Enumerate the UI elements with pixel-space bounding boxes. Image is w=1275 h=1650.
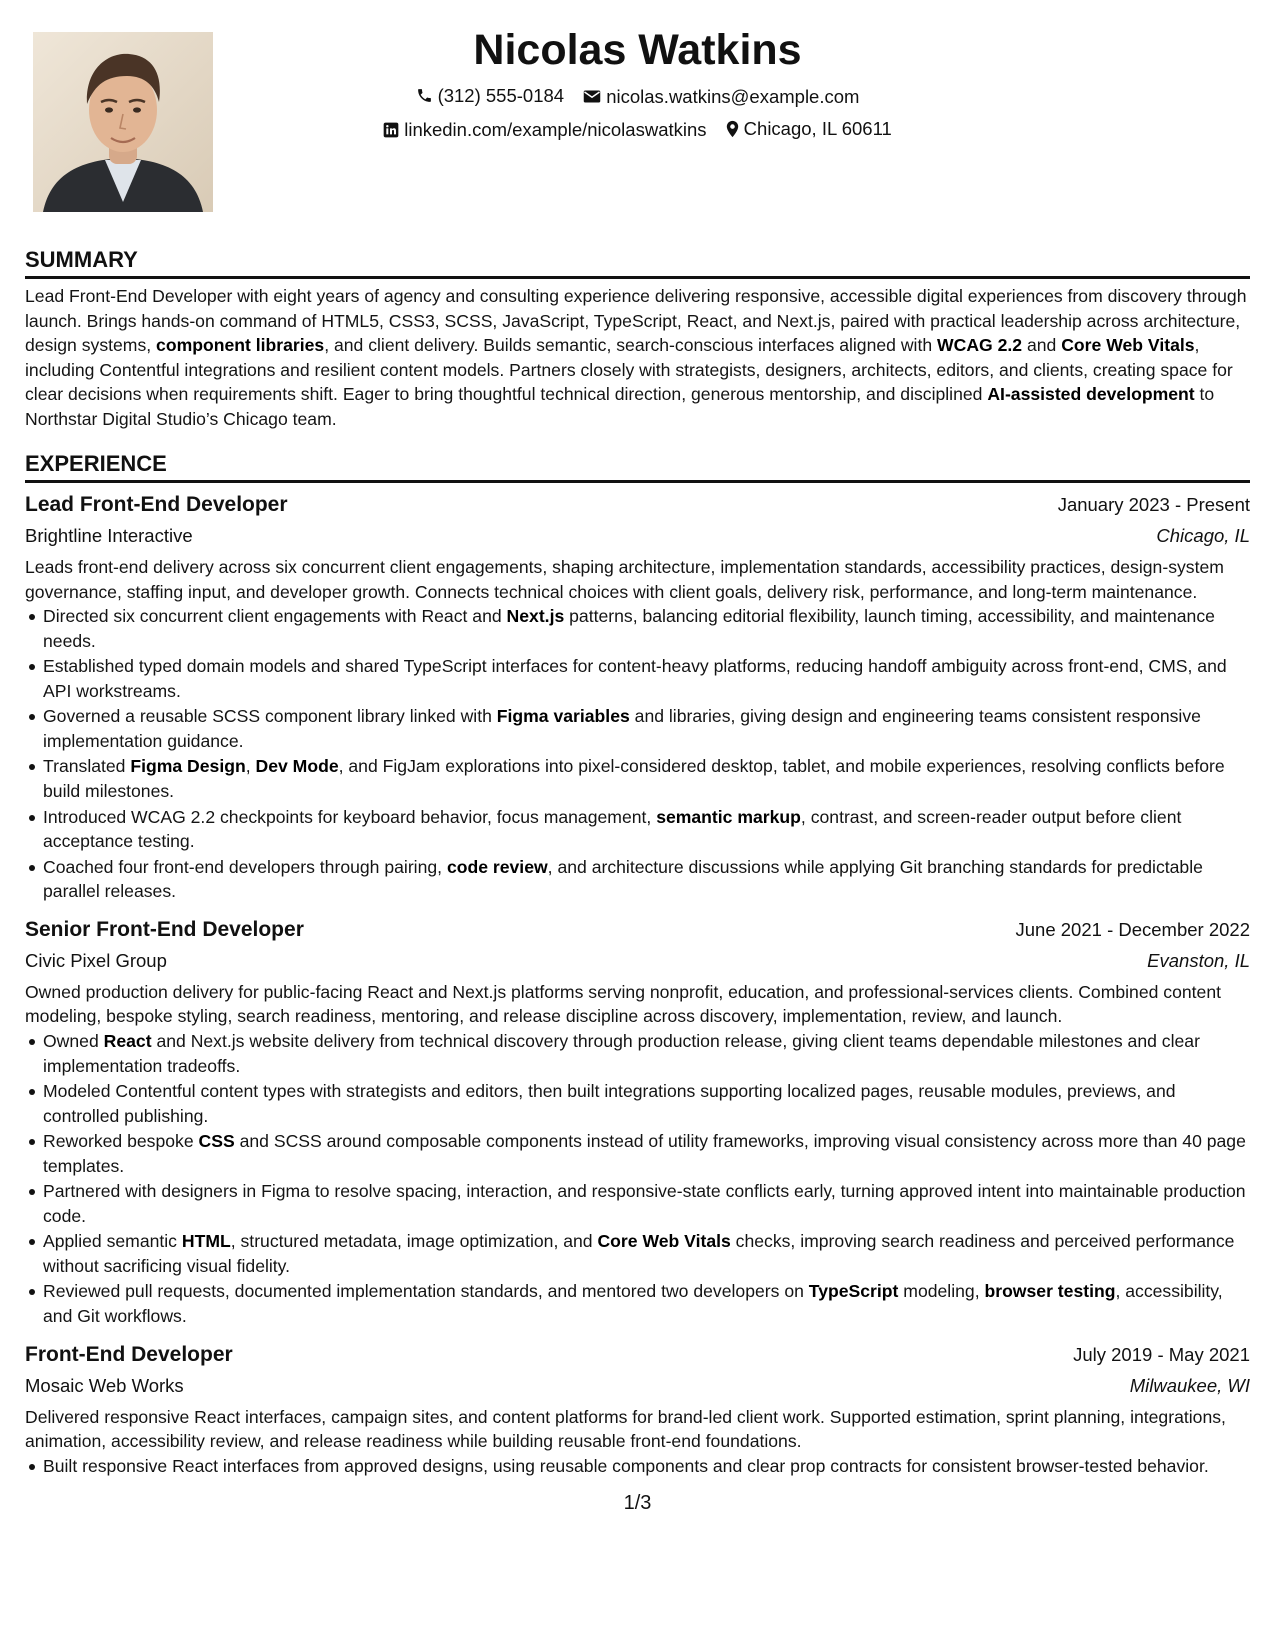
job-bullets [25,1029,1250,1329]
bullet-item [43,805,1250,854]
bullet-item [43,1179,1250,1228]
bold-keyword: React [103,1030,152,1051]
phone-icon [416,87,433,104]
job-entry [25,914,1250,1329]
text-run: modeling, [898,1281,985,1302]
text-run: Partnered with designers in Figma to resolve spacing, interaction, and responsive-state conflicts early, turning approved intent into maintainable production code. [43,1181,1246,1226]
text-run: Modeled Contentful content types with strategists and editors, then built integrations supporting localized pages, reusable modules, previews, and controlled publishing. [43,1081,1176,1126]
location-text: Chicago, IL 60611 [743,118,892,139]
bold-keyword: browser testing [984,1281,1116,1302]
text-run: checks, improving search readiness and perceived performance without sacrificing visual fidelity. [43,1231,1235,1276]
location-contact [726,113,892,144]
linkedin-icon [383,122,399,138]
bold-keyword: Dev Mode [255,756,339,777]
resume-header [25,20,1250,147]
bullet-item [43,604,1250,653]
text-run: , including Contentful integrations and resilient content models. Partners closely with strategists, designers, architects, editors, and clients, creating space for clear decisions when requirements shift. Eager to bring thoughtful technical direction, generous mentorship, and disciplined [25,335,1233,405]
email-address[interactable]: nicolas.watkins@example.com [606,86,860,107]
text-run: Governed a reusable SCSS component library linked with [43,706,497,727]
text-run: , accessibility, and Git workflows. [43,1281,1223,1326]
bullet-item [43,704,1250,753]
bold-keyword: component libraries [156,335,325,356]
bullet-item [43,1129,1250,1178]
text-run: Introduced WCAG 2.2 checkpoints for keyboard behavior, focus management, [43,806,657,827]
email-contact[interactable] [583,81,859,112]
page-number: 1/3 [623,1492,652,1514]
job-description: Delivered responsive React interfaces, campaign sites, and content platforms for brand-led client work. Supported estimation, sprint planning, integrations, animation, accessibility review, and release readiness while building reusable front-end foundations. [25,1406,1226,1452]
envelope-icon [583,89,601,104]
bullet-item [43,1079,1250,1128]
phone-number: (312) 555-0184 [437,85,565,106]
text-run: and libraries, giving design and engineering teams consistent responsive implementation guidance. [43,706,1201,751]
text-run: , and architecture discussions while applying Git branching standards for predictable parallel releases. [43,856,1203,902]
text-run: patterns, balancing editorial flexibility, launch timing, accessibility, and maintenance needs. [43,606,1215,651]
job-bullets [25,604,1250,904]
phone-contact [416,80,565,111]
text-run: Reworked bespoke [43,1131,199,1152]
bold-keyword: TypeScript [808,1281,899,1302]
bullet-item [43,1029,1250,1078]
contact-row-2 [25,113,1250,147]
bold-keyword: HTML [181,1231,231,1252]
experience-heading: EXPERIENCE [25,450,1250,483]
bullet-item [43,855,1250,904]
bullet-item [43,1454,1250,1479]
text-run: , contrast, and screen-reader output before client acceptance testing. [43,806,1182,852]
text-run: Coached four front-end developers through pairing, [43,856,447,877]
text-run: and SCSS around composable components instead of utility frameworks, improving visual consistency across more than 40 page templates. [43,1131,1246,1176]
bullet-item [43,754,1250,803]
bullet-item [43,654,1250,703]
job-location: Evanston, IL [1147,949,1250,971]
bullet-item [43,1229,1250,1278]
text-run: and [1022,335,1062,356]
job-dates: January 2023 - Present [1057,494,1250,515]
text-run: Built responsive React interfaces from approved designs, using reusable components and clear prop contracts for consistent browser-tested behavior. [43,1455,1209,1476]
text-run: , and client delivery. Builds semantic, search-conscious interfaces aligned with [324,335,938,356]
text-run: Established typed domain models and shared TypeScript interfaces for content-heavy platforms, reducing handoff ambiguity across front-end, CMS, and API workstreams. [43,656,1227,701]
job-location: Chicago, IL [1156,525,1250,546]
job-company: Civic Pixel Group [25,949,167,971]
experience-section [25,450,1250,1479]
job-title: Senior Front-End Developer [25,917,304,941]
summary-text [25,284,1250,432]
text-run: to Northstar Digital Studio’s Chicago team. [25,384,1215,429]
bold-keyword: Core Web Vitals [597,1231,731,1252]
job-bullets [25,1454,1250,1479]
linkedin-url[interactable]: linkedin.com/example/nicolaswatkins [404,119,707,140]
job-description: Leads front-end delivery across six concurrent client engagements, shaping architecture, implementation standards, accessibility practices, design-system governance, staffing input, and developer growth. Connects technical choices with client goals, delivery risk, performance, and long-term maintenance. [25,557,1224,602]
job-title: Front-End Developer [25,1342,233,1366]
job-dates: June 2021 - December 2022 [1015,918,1250,940]
text-run: Lead Front-End Developer with eight years of agency and consulting experience delivering responsive, accessible digital experiences from discovery through launch. Brings hands-on command of HTML5, CSS3, SCSS, JavaScript, TypeScript, React, and Next.js, paired with practical leadership across architecture, design systems, [25,286,1247,356]
contact-row-1 [25,80,1250,113]
text-run: Owned [43,1030,104,1051]
map-pin-icon [726,120,739,138]
text-run: , structured metadata, image optimization, and [230,1231,598,1252]
text-run: Applied semantic [43,1231,182,1252]
job-entry [25,1339,1250,1479]
bold-keyword: semantic markup [656,806,801,827]
bold-keyword: Next.js [506,606,565,627]
bold-keyword: CSS [198,1131,235,1152]
bullet-item [43,1279,1250,1328]
bold-keyword: Core Web Vitals [1061,335,1195,356]
job-entry [25,489,1250,904]
text-run: Reviewed pull requests, documented implementation standards, and mentored two developers on [43,1281,809,1302]
candidate-name: Nicolas Watkins [473,26,802,74]
bold-keyword: WCAG 2.2 [937,335,1023,356]
bold-keyword: Figma variables [496,706,630,727]
job-description: Owned production delivery for public-facing React and Next.js platforms serving nonprofit, education, and professional-services clients. Combined content modeling, bespoke styling, search readiness, mentoring, and release discipline across discovery, implementation, review, and launch. [25,981,1222,1027]
text-run: , and FigJam explorations into pixel-considered desktop, tablet, and mobile experiences, resolving conflicts before build milestones. [43,756,1225,802]
bold-keyword: AI-assisted development [987,384,1195,405]
text-run: Directed six concurrent client engagements with React and [43,606,507,627]
job-company: Mosaic Web Works [25,1374,184,1396]
job-title: Lead Front-End Developer [25,493,288,516]
bold-keyword: code review [446,856,548,877]
text-run: Translated [43,756,131,777]
text-run: and Next.js website delivery from technical discovery through production release, giving client teams dependable milestones and clear implementation tradeoffs. [43,1030,1200,1076]
job-company: Brightline Interactive [25,525,193,546]
linkedin-contact[interactable] [383,114,706,145]
summary-heading: SUMMARY [25,246,1250,279]
bold-keyword: Figma Design [130,756,246,777]
job-dates: July 2019 - May 2021 [1073,1343,1250,1365]
text-run: , [245,756,256,777]
job-location: Milwaukee, WI [1129,1374,1250,1396]
summary-section [25,246,1250,432]
